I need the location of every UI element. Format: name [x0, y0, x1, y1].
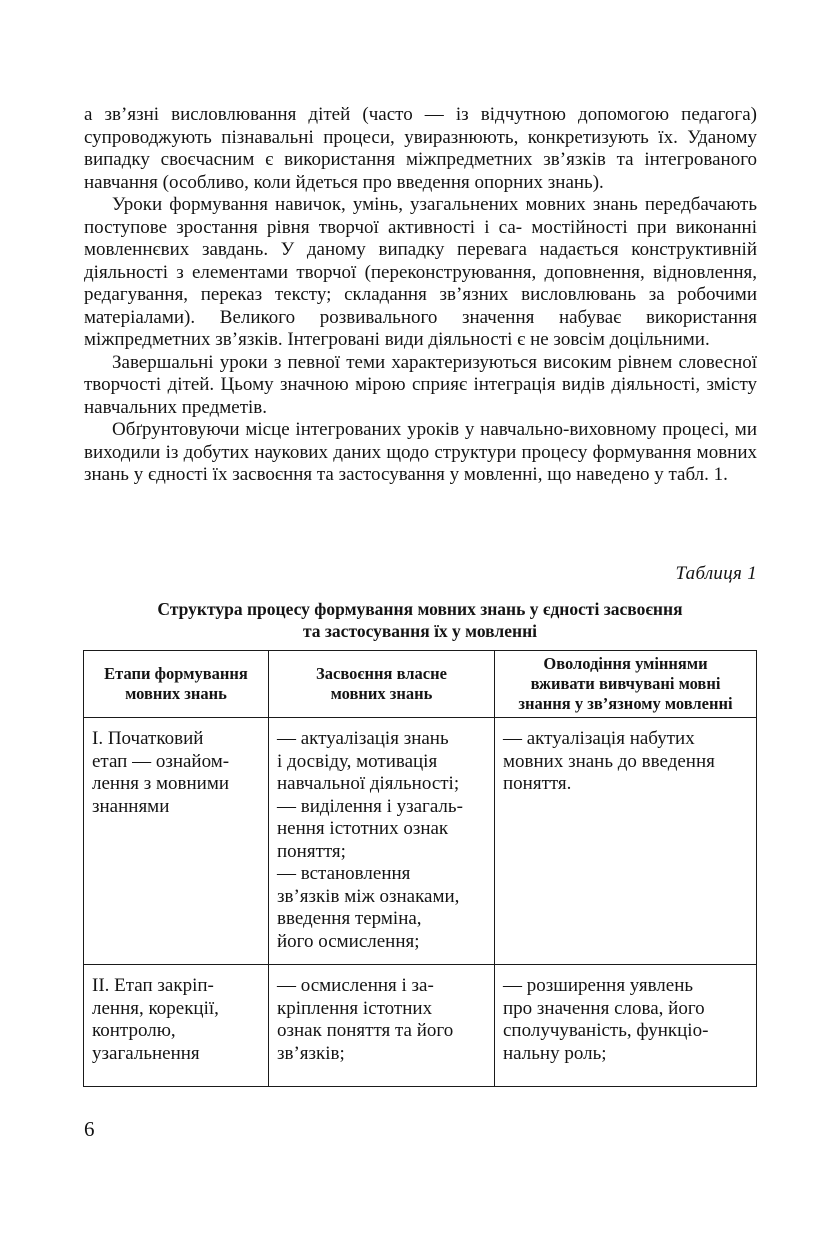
table-cell: I. Початковий етап — ознайом- лення з мовними знаннями [84, 718, 269, 965]
table-cell: — осмислення і за- кріплення істотних ознак поняття та його зв’язків; [269, 965, 495, 1087]
paragraph-1: а зв’язні висловлювання дітей (часто — із відчутною допомогою педагога) супроводжують пізнавальні процеси, увиразнюють, конкретизують їх. Уданому випадку своєчасним є використання міжпредметних зв’язків та інтегрованого навчання (особливо, коли йдеться про введення опорних знань). [84, 104, 758, 193]
table-row [84, 965, 757, 1087]
page-number: 6 [84, 1117, 95, 1141]
table-row [84, 718, 757, 965]
table-cell: — актуалізація набутих мовних знань до введення поняття. [495, 718, 757, 965]
table-header-row [84, 651, 757, 718]
table-cell: — розширення уявлень про значення слова, його сполучуваність, функціо- нальну роль; [495, 965, 757, 1087]
table-cell: — актуалізація знань і досвіду, мотивація навчальної діяльності; — виділення і узагаль- нення істотних ознак поняття; — встановлення зв’язків між ознаками, введення терміна, його осмислення; [269, 718, 495, 965]
paragraph-2: Уроки формування навичок, умінь, узагальнених мовних знань передбачають поступове зростання рівня творчої активності і са- мостійності при виконанні мовленнєвих завдань. У даному випадку перевага надається конструктивній діяльності з елементами творчої (переконструювання, доповнення, відновлення, редагування, переказ тексту; складання зв’язних висловлювань за робочими матеріалами). Великого розвивального значення набуває використання міжпредметних зв’язків. Інтегровані види діяльності є не зовсім доцільними. [84, 194, 758, 350]
table-label: Таблиця 1 [675, 563, 757, 584]
structure-table [83, 650, 757, 1087]
table-title: Структура процесу формування мовних знань у єдності засвоєння та застосування їх у мовленні [157, 599, 683, 641]
header-mastery: Оволодіння уміннями вживати вивчувані мовні знання у зв’язному мовленні [495, 651, 757, 718]
table-cell: II. Етап закріп- лення, корекції, контролю, узагальнення [84, 965, 269, 1087]
paragraph-4: Обґрунтовуючи місце інтегрованих уроків у навчально-виховному процесі, ми виходили із добутих наукових даних щодо структури процесу формування мовних знань у єдності їх засвоєння та застосування у мовленні, що наведено у табл. 1. [84, 419, 757, 485]
header-acquisition: Засвоєння власне мовних знань [269, 651, 495, 718]
paragraph-3: Завершальні уроки з певної теми характеризуються високим рівнем словесної творчості дітей. Цьому значною мірою сприяє інтеграція видів діяльності, змісту навчальних предметів. [84, 351, 758, 418]
header-stages: Етапи формування мовних знань [84, 651, 269, 718]
body-text [84, 104, 757, 487]
